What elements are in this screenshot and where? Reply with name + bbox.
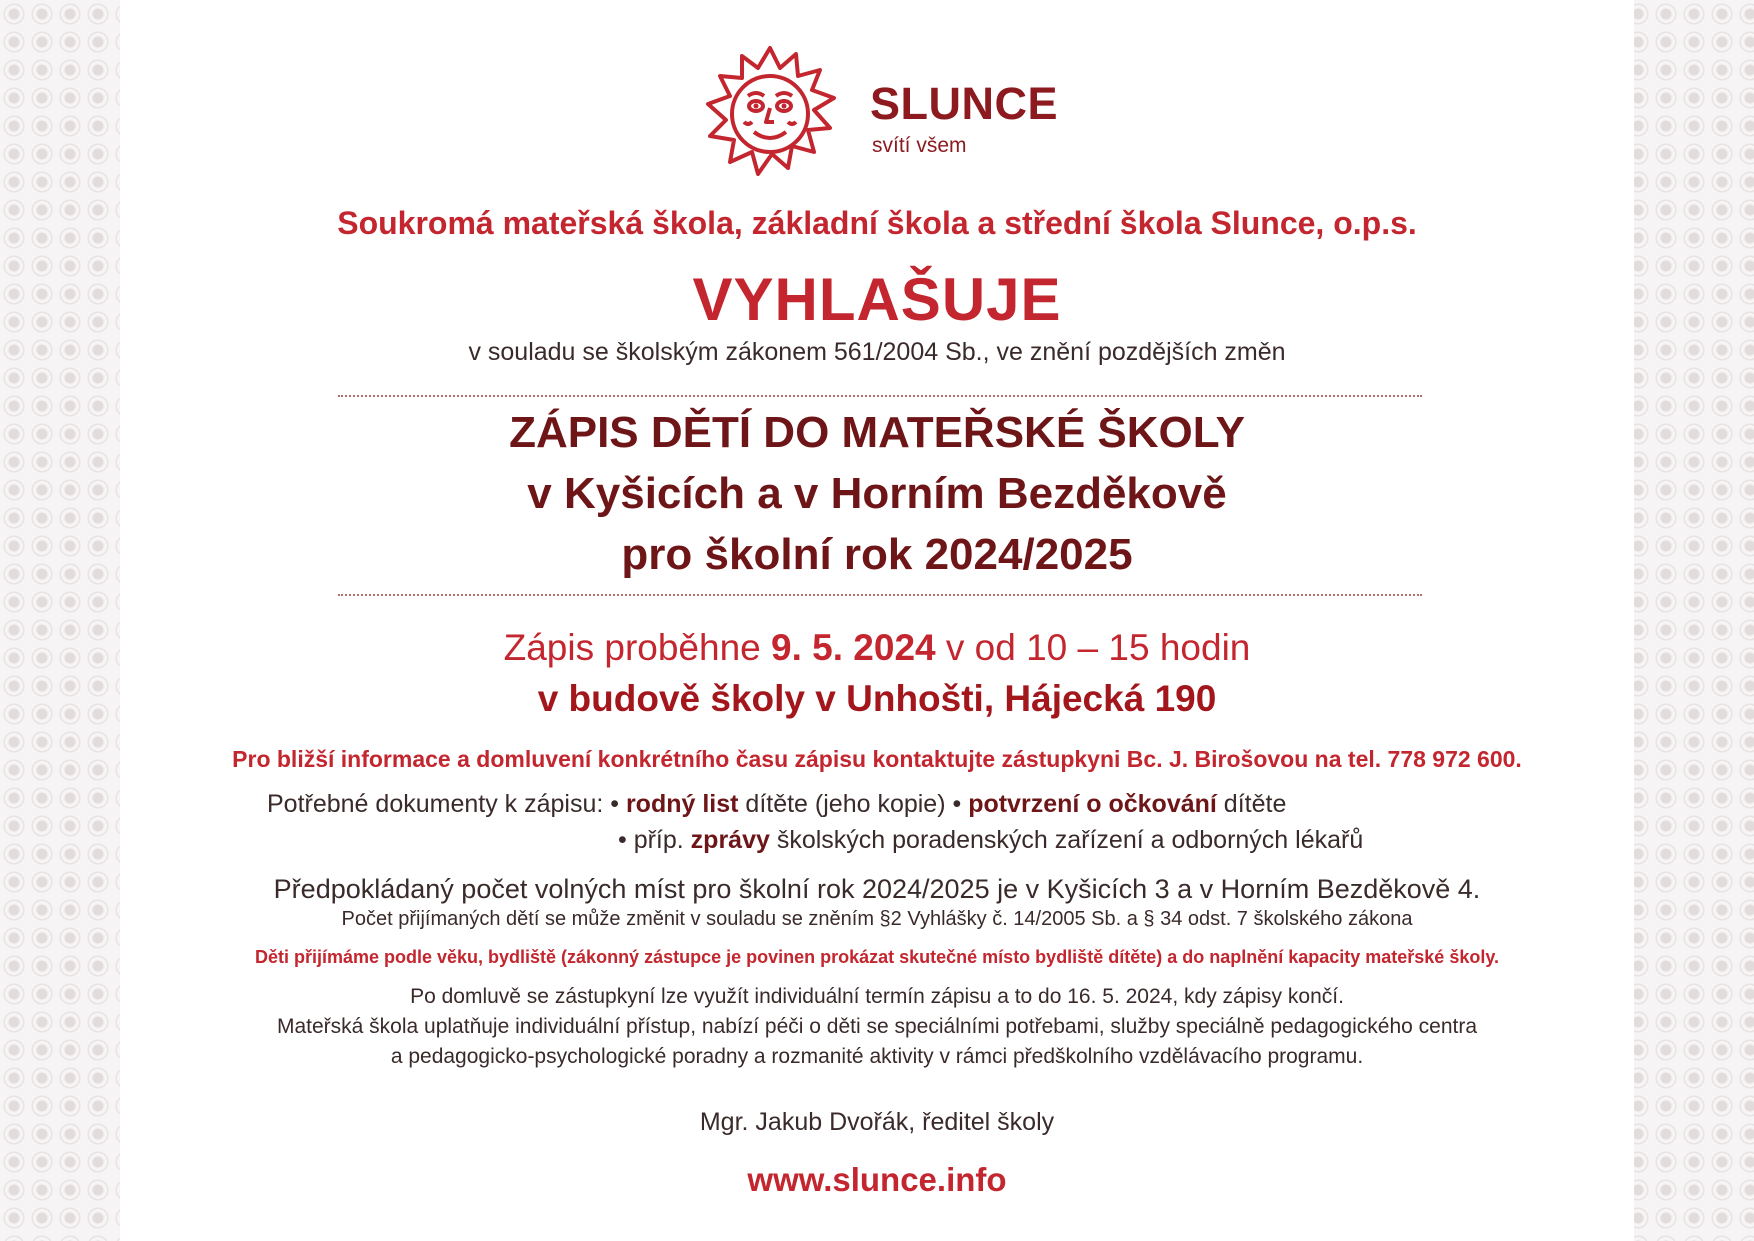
- document-3-rest: školských poradenských zařízení a odborných lékařů: [769, 826, 1364, 854]
- dotted-divider-bottom: [338, 594, 1422, 596]
- document-1-rest: dítěte (jeho kopie) •: [738, 790, 969, 818]
- document-2-rest: dítěte: [1216, 790, 1287, 818]
- school-name: Soukromá mateřská škola, základní škola a střední škola Slunce, o.p.s.: [337, 205, 1417, 241]
- title-line-1: ZÁPIS DĚTÍ DO MATEŘSKÉ ŠKOLY: [509, 408, 1245, 457]
- event-when: [0, 627, 1754, 669]
- signature: Mgr. Jakub Dvořák, ředitel školy: [699, 1108, 1055, 1136]
- title-line-3: pro školní rok 2024/2025: [621, 530, 1133, 579]
- dotted-divider-top: [338, 395, 1422, 397]
- brand-name: SLUNCE: [870, 78, 1059, 129]
- law-note: v souladu se školským zákonem 561/2004 Sb., ve znění pozdějších změn: [468, 338, 1286, 366]
- admission-criteria: Děti přijímáme podle věku, bydliště (zákonný zástupce je povinen prokázat skutečné místo bydliště dítěte) a do naplnění kapacity mateřské školy.: [254, 947, 1500, 967]
- documents-line-2: [618, 826, 1363, 855]
- document-vaccination: potvrzení o očkování: [968, 790, 1217, 818]
- brand-slogan: svítí všem: [872, 134, 967, 157]
- documents-intro: Potřebné dokumenty k zápisu: •: [267, 790, 626, 818]
- title-line-2: v Kyšicích a v Horním Bezděkově: [527, 469, 1227, 518]
- individual-line-3: a pedagogicko-psychologické poradny a rozmanité aktivity v rámci předškolního vzdělávacího programu.: [390, 1045, 1364, 1068]
- announce-heading: VYHLAŠUJE: [692, 266, 1062, 333]
- event-place: v budově školy v Unhošti, Hájecká 190: [537, 678, 1217, 719]
- change-note: Počet přijímaných dětí se může změnit v souladu se zněním §2 Vyhlášky č. 14/2005 Sb. a § 34 odst. 7 školského zákona: [341, 908, 1413, 930]
- sun-face-icon: [700, 44, 840, 184]
- free-places: Předpokládaný počet volných míst pro školní rok 2024/2025 je v Kyšicích 3 a v Horním Bezděkově 4.: [273, 874, 1481, 904]
- event-time: v od 10 – 15 hodin: [935, 627, 1251, 668]
- contact-info: Pro bližší informace a domluvení konkrétního času zápisu kontaktujte zástupkyni Bc. J. Birošovou na tel. 778 972 600.: [232, 746, 1522, 772]
- individual-line-1: Po domluvě se zástupkyní lze využít individuální termín zápisu a to do 16. 5. 2024, kdy zápisy končí.: [410, 985, 1344, 1008]
- event-date: 9. 5. 2024: [771, 627, 936, 668]
- document-reports: zprávy: [690, 826, 770, 854]
- event-prefix: Zápis proběhne: [503, 627, 772, 668]
- documents-line-1: [267, 790, 1286, 819]
- document-3-prefix: • příp.: [618, 826, 691, 854]
- document-birth-certificate: rodný list: [625, 790, 739, 818]
- website-link[interactable]: www.slunce.info: [747, 1161, 1007, 1198]
- individual-line-2: Mateřská škola uplatňuje individuální přístup, nabízí péči o děti se speciálními potřebami, služby speciálně pedagogického centra: [276, 1015, 1478, 1038]
